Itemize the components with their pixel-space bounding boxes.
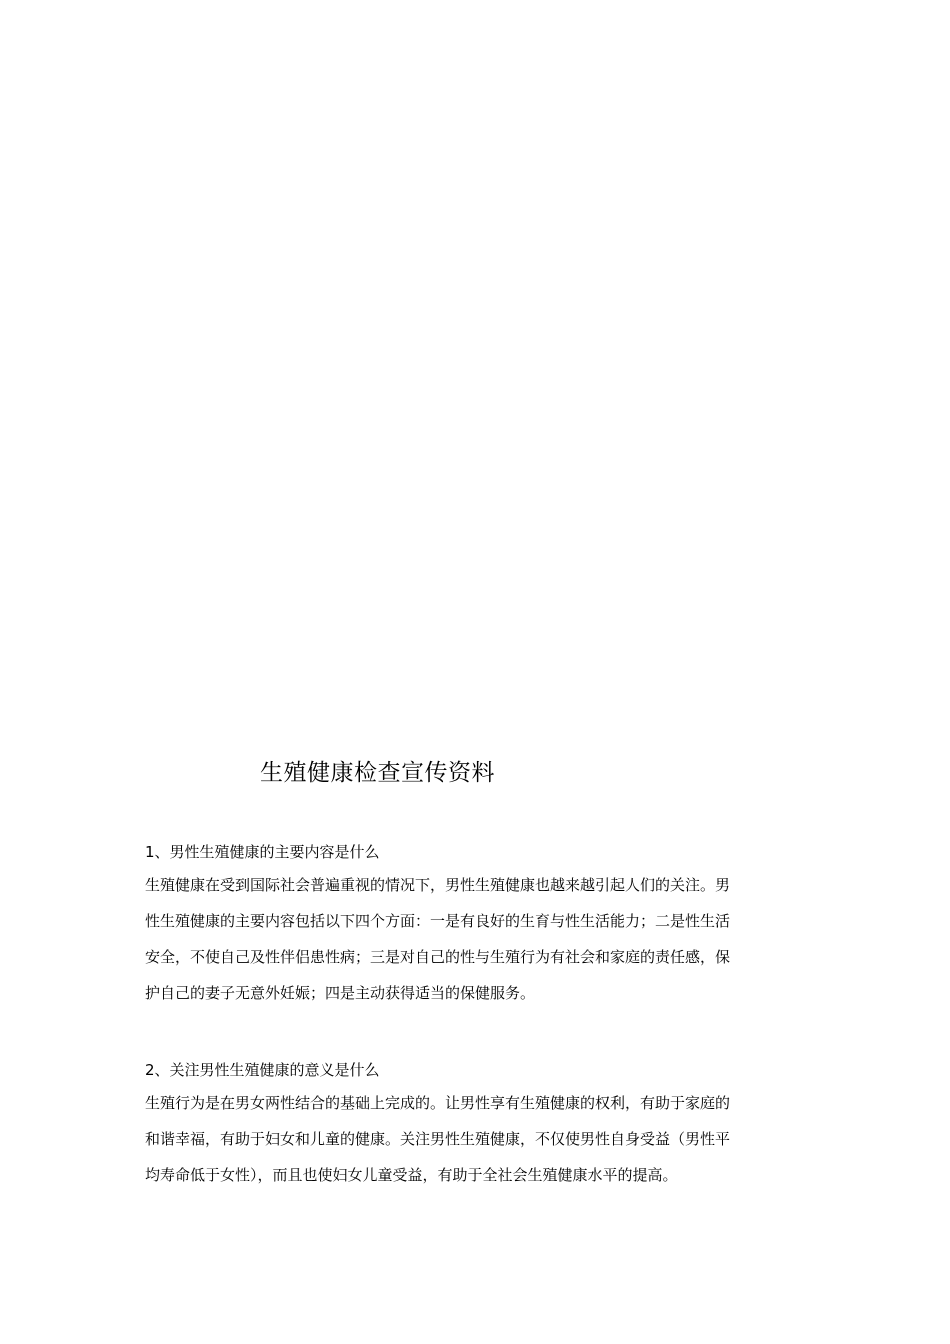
section-heading: 2、关注男性生殖健康的意义是什么 — [145, 1061, 380, 1079]
paragraph-line: 性生殖健康的主要内容包括以下四个方面：一是有良好的生育与性生活能力；二是性生活 — [145, 912, 731, 930]
paragraph-line: 和谐幸福，有助于妇女和儿童的健康。关注男性生殖健康，不仅使男性自身受益（男性平 — [145, 1130, 731, 1148]
paragraph-line: 安全，不使自己及性伴侣患性病；三是对自己的性与生殖行为有社会和家庭的责任感，保 — [145, 948, 731, 966]
document-title: 生殖健康检查宣传资料 — [260, 760, 495, 786]
paragraph-line: 生殖健康在受到国际社会普遍重视的情况下，男性生殖健康也越来越引起人们的关注。男 — [145, 876, 731, 894]
paragraph-line: 护自己的妻子无意外妊娠；四是主动获得适当的保健服务。 — [145, 984, 536, 1002]
section-heading: 1、男性生殖健康的主要内容是什么 — [145, 843, 380, 861]
paragraph-line: 生殖行为是在男女两性结合的基础上完成的。让男性享有生殖健康的权利，有助于家庭的 — [145, 1094, 731, 1112]
section-significance-of-male-reproductive-health — [145, 1058, 810, 1187]
section-male-reproductive-health-content — [145, 840, 810, 1005]
paragraph-line: 均寿命低于女性），而且也使妇女儿童受益，有助于全社会生殖健康水平的提高。 — [145, 1166, 678, 1184]
